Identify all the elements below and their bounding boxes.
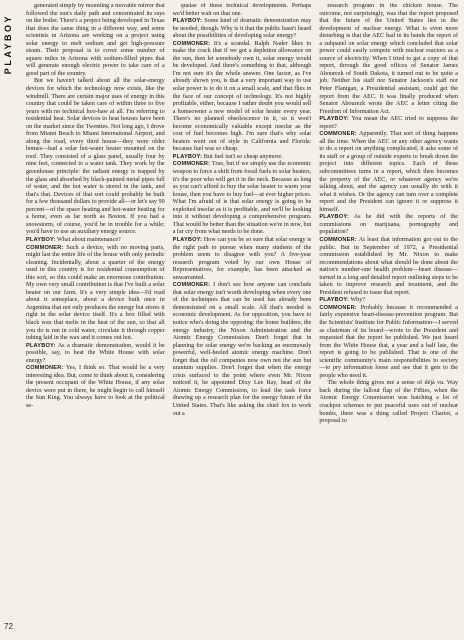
text-column-1 — [26, 3, 165, 635]
speaker-label: COMMONER: — [319, 236, 357, 243]
paragraph — [319, 237, 458, 297]
paragraph-text: How can you be so sure that solar energy is the right path to pursue when many students of the problem seem to disagree with you? A five-year research program voted by our own House of Representatives, for example, has been attacked as unwarranted. — [172, 236, 312, 281]
paragraph-text: What about maintenance? — [57, 236, 121, 243]
speaker-label: COMMONER: — [26, 244, 64, 251]
speaker-label: PLAYBOY: — [26, 236, 56, 243]
paragraph-text: I don't see how anyone can conclude that solar energy isn't worth developing when every one of the techniques that can be used has already been demonstrated on a small scale. All that's needed is economic development. As for opposition, you have to notice who's doing the opposing: the home builders, the energy industry, the Nixon Administration and the Atomic Energy Commission. Don't forget that in planning for solar energy we're backing an enormously powerful, well-heeled atomic energy machine. Don't forget that the oil companies now own not the sun but uranium supplies. Don't forget that when the energy crisis surfaced to the point where even Mr. Nixon noticed it, he appointed Dixy Lee Ray, head of the Atomic Energy Commission, to lead the task force drawing up a research plan for the energy future of the United States. That's like asking the chief fox to work out a — [172, 282, 312, 417]
speaker-label: PLAYBOY: — [26, 342, 56, 349]
paragraph — [26, 245, 165, 343]
speaker-label: PLAYBOY: — [319, 116, 349, 123]
paragraph-text: The whole thing gives me a sense of déjà vu. Way back during the fallout flap of the Fifties, when the Atomic Energy Commission was hatching a lot of crackpot schemes to put peaceful uses out of nuclear bombs, there was a thing called Project Chariot, a proposal to — [319, 380, 459, 425]
paragraph — [319, 214, 458, 237]
speaker-label: PLAYBOY: — [319, 297, 349, 304]
paragraph — [173, 3, 312, 18]
paragraph — [173, 41, 312, 154]
paragraph — [173, 18, 312, 41]
paragraph-text: You mean the AEC tried to suppress the report? — [319, 116, 459, 130]
paragraph-text: Some kind of dramatic demonstration may be needed, though. Why is it that the public hasn't heard about the possibilities of developing solar energy? — [172, 18, 312, 40]
paragraph-text: But we haven't talked about all the solar-energy devices for which the technology now exists, like the windmill. There are certain major uses of energy in this country that could be taken care of within three to five years with no technical hoo-haw at all. I'm referring to residential heat. Solar devices to heat houses have been on the market since the Twenties. Not long ago, I drove from Miami Beach to Miami International Airport, and along the road, every third house—they were older homes—had a solar hot-water heater mounted on the roof. They consisted of a glass panel, usually four by nine feet, connected to a water tank. They work by the greenhouse principle: the radiant energy is trapped by the glass and absorbed by black-painted metal pipes full of water, and the hot water is stored in the tank, and that's that. Devices of that sort could probably be built for a few thousand dollars to provide all—or let's say 90 percent—of the space heating and hot-water heating for a home, even as far north as Boston. If you had a snowstorm, of course, you'd be in trouble for a while; you'd have to use an auxiliary energy source. — [26, 78, 165, 236]
paragraph — [26, 343, 165, 366]
paragraph — [319, 3, 458, 116]
speaker-label: COMMONER: — [26, 365, 64, 372]
speaker-label: PLAYBOY: — [172, 18, 203, 25]
paragraph — [26, 237, 165, 245]
paragraph-text: Probably because it recommended a fairly expensive heart-disease-prevention program. But the Scientists' Institute for Public Information—I served as chairman of its board—wrote to the President and requested that the report be published. We just heard from the White House that, a year and a half late, the report is going to be published. That is one of the scientific community's main responsibilities to society—to pry information loose and see that it gets to the people who need it. — [319, 304, 459, 379]
paragraph-text: True, but if we simply use the economic weapon to force a shift from fossil fuels to solar heaters, it's the poor who will get it in the neck. Because as long as you can't afford to buy the solar heater to warm your house, then you have to buy fuel—at ever higher prices. What I'm afraid of is that solar energy is going to be exploited insofar as it is profitable, and we'll be looking into it without developing a comprehensive program. That would be better than the situation we're in now, but a far cry from what needs to be done. — [172, 161, 312, 236]
speaker-label: PLAYBOY: — [172, 153, 203, 160]
paragraph-text: As a dramatic demonstration, would it be possible, say, to heat the White House with solar energy? — [26, 342, 165, 364]
speaker-label: COMMONER: — [319, 304, 357, 311]
speaker-label: PLAYBOY: — [172, 236, 203, 243]
paragraph — [173, 161, 312, 236]
speaker-label: COMMONER: — [172, 282, 211, 289]
paragraph — [173, 282, 312, 418]
text-column-3 — [319, 3, 458, 635]
paragraph-text: Why? — [350, 297, 366, 304]
paragraph-text: But fuel isn't so cheap anymore. — [203, 153, 283, 160]
paragraph-text: research program in the chicken house. The outcome, not surprisingly, was that the report proposed that the future of the United States lies in the development of nuclear energy. What is even more disturbing is that the AEC had in its hands the report of a subpanel on solar energy which concluded that solar power could easily compete with nuclear reactors as a source of electricity. When I tried to get a copy of that report, through the good offices of Senator James Abourezk of South Dakota, it turned out to be quite a job. Neither his staff nor Senator Jackson's staff nor Peter Flanigan, a Presidential assistant, could get the report from the AEC. It was finally produced when Senator Abourezk wrote the AEC a letter citing the Freedom of Information Act. — [319, 3, 459, 115]
paragraph — [319, 116, 458, 131]
paragraph-text: Yes, I think so. That would be a very interesting idea. But, come to think about it, considering the present occupant of the White House, if any solar device were put in there, he might begin to call himself the Sun King. You always have to look at the political se- — [26, 365, 165, 409]
paragraph-text: generated simply by mounting a movable mirror that followed the sun's daily path and concentrated its rays on the boiler. There's a project being developed in Texas that does the same thing in a different way, and some scientists in Arizona are working on a project using solar energy to melt sodium and get high-pressure steam. Their proposal is to cover some number of square miles in Arizona with sodium-filled pipes that will generate enough electric power to take care of a good part of the country. — [26, 3, 165, 77]
magazine-title: PLAYBOY — [3, 14, 13, 75]
paragraph-text: Apparently. That sort of thing happens all the time. When the AEC or any other agency wants to do a report on anything complicated, it asks some of its staff or a group of outside experts to break down the project into different topics. Each of these subcommittees turns in a report, which then becomes the property of the AEC, or whatever agency we're talking about, and the agency can usually do with it what it wishes. Or the agency can turn over a complete report and the President can ignore it or suppress it himself. — [319, 131, 459, 213]
paragraph — [319, 297, 458, 305]
paragraph — [173, 237, 312, 282]
paragraph — [319, 305, 458, 380]
paragraph-text: As he did with the reports of the commissions on marijuana, pornography and population? — [319, 214, 459, 236]
speaker-label: COMMONER: — [172, 161, 211, 168]
paragraph — [319, 131, 458, 214]
paragraph-text: Such a device, with no moving parts, might last the entire life of the house with only periodic cleaning. Incidentally, about a quarter of the energy used in this country is for residential consumption of this sort, so this could make an enormous contribution. My own very small contribution is that I've built a solar heater on our farm. It's a very simple idea—I'd read about it someplace, about a device built once in Argentina that not only produces the energy but stores it right in the solar device itself. It's a box filled with black wax that melts in the heat of the sun, so that all you do is run in cold water, circulate it through copper tubing laid in the wax and it comes out hot. — [26, 244, 165, 342]
paragraph — [26, 365, 165, 410]
speaker-label: PLAYBOY: — [319, 214, 349, 221]
paragraph-text: It's a scandal. Ralph Nader likes to make the crack that if we got a depletion allowance on the sun, then let somebody own it, solar energy would be developed. And there's something to that, although I'm not sure it's the whole answer. One factor, as I've already shown you, is that a very important way to use solar power is to do it on a small scale, and that flies in the face of our concept of technology. It's not highly profitable, either, because I rather doubt you would sell a homeowner a new model of solar heater every year. There's no planned obsolescence in it, so it won't become economically valuable except insofar as the cost of fuel becomes high. I'm sure that's why solar heaters went out of style in California and Florida: because fuel was so cheap. — [172, 40, 312, 153]
paragraph-text: At least that information got out to the public. But in September of 1972, a Presidential commission established by Mr. Nixon to make recommendations about what should be done about the nation's number-one health problem—heart disease—turned in a long and detailed report outlining steps to be taken to improve research and treatment, and the President refused to issue that report. — [319, 236, 459, 296]
speaker-label: COMMONER: — [319, 131, 357, 138]
article-body — [26, 3, 458, 635]
paragraph — [26, 78, 165, 236]
speaker-label: COMMONER: — [172, 40, 211, 47]
page-spine — [0, 0, 18, 640]
page-number: 72 — [4, 622, 13, 631]
paragraph — [319, 380, 458, 425]
text-column-2 — [173, 3, 312, 635]
paragraph — [26, 3, 165, 78]
paragraph-text: quelae of these technical developments. Perhaps we'd better wait on that one. — [172, 3, 312, 17]
